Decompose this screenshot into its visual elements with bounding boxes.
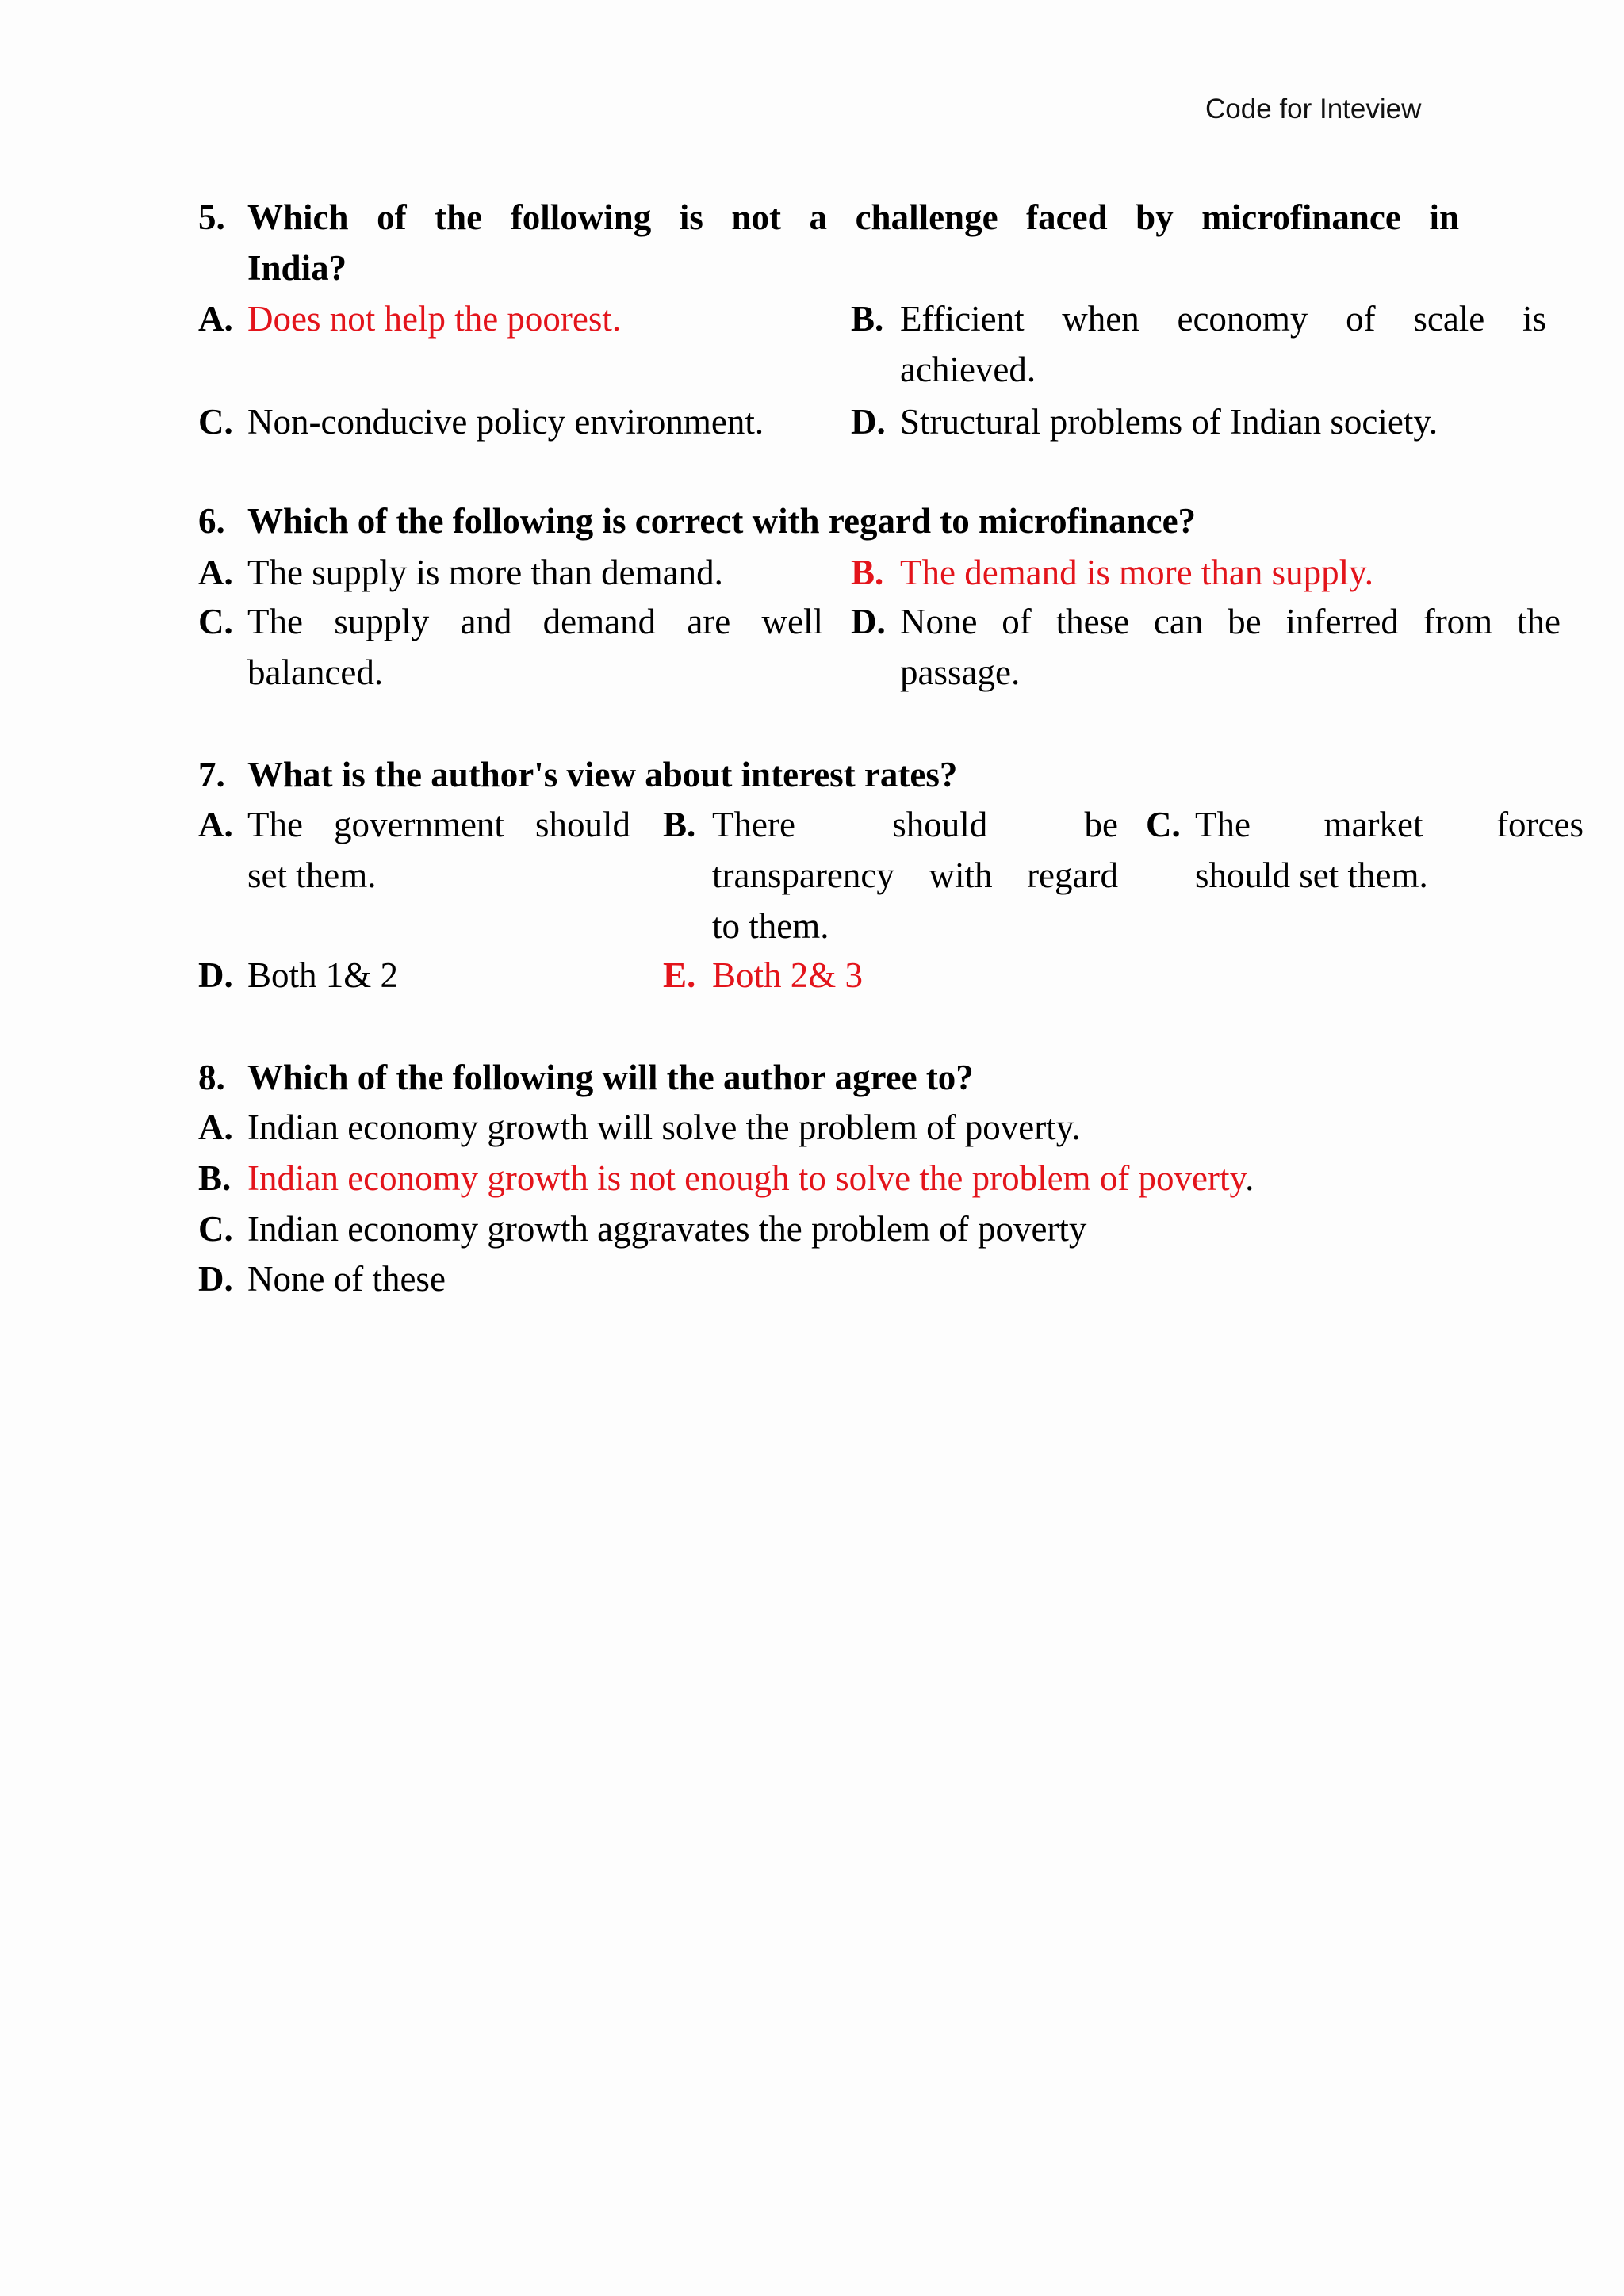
option-text: The supply and demand are well bbox=[247, 602, 823, 641]
option-text: There should be bbox=[712, 805, 1118, 844]
q6-option-c: C. The supply and demand are well balanced. bbox=[198, 596, 823, 698]
question-5 bbox=[198, 192, 1459, 293]
question-6 bbox=[198, 496, 1459, 546]
question-number: 6. bbox=[198, 501, 225, 541]
question-8 bbox=[198, 1052, 1459, 1103]
question-text: Which of the following is not a challenge faced by microfinance in bbox=[247, 197, 1459, 237]
question-text: Which of the following will the author agree to? bbox=[247, 1058, 974, 1097]
option-text-continued: should set them. bbox=[1195, 855, 1428, 895]
question-text: What is the author's view about interest rates? bbox=[247, 755, 958, 794]
q5-option-c: C. Non-conducive policy environment. bbox=[198, 396, 848, 447]
q8-option-d: D. None of these bbox=[198, 1253, 1546, 1304]
option-text-period: . bbox=[1245, 1158, 1254, 1198]
option-text: Structural problems of Indian society. bbox=[900, 402, 1438, 442]
q7-option-d: D. Both 1& 2 bbox=[198, 950, 630, 1001]
option-text: Indian economy growth will solve the problem of poverty. bbox=[247, 1108, 1081, 1147]
option-text: The demand is more than supply. bbox=[900, 553, 1373, 592]
option-text-continued: balanced. bbox=[247, 652, 384, 692]
q5-option-b: B. Efficient when economy of scale is achieved. bbox=[851, 293, 1546, 395]
option-text: Indian economy growth is not enough to solve the problem of poverty bbox=[247, 1158, 1246, 1198]
option-text: None of these can be inferred from the bbox=[900, 602, 1561, 641]
q7-option-b: B. There should be transparency with regard to them. bbox=[663, 799, 1118, 951]
q5-option-d: D. Structural problems of Indian society. bbox=[851, 396, 1546, 447]
q7-option-c: C. The market forces should set them. bbox=[1146, 799, 1584, 901]
q6-option-d: D. None of these can be inferred from the passage. bbox=[851, 596, 1561, 698]
q6-option-a: A. The supply is more than demand. bbox=[198, 547, 848, 598]
question-7 bbox=[198, 749, 1459, 800]
option-text: Both 1& 2 bbox=[247, 955, 399, 995]
q5-option-a: A. Does not help the poorest. bbox=[198, 293, 833, 344]
option-text-continued: achieved. bbox=[900, 350, 1036, 389]
q6-option-b: B. The demand is more than supply. bbox=[851, 547, 1546, 598]
option-text-continued: passage. bbox=[900, 652, 1021, 692]
question-number: 7. bbox=[198, 755, 225, 794]
option-text-continued: set them. bbox=[247, 855, 377, 895]
q7-option-a: A. The government should set them. bbox=[198, 799, 630, 901]
option-text: Non-conducive policy environment. bbox=[247, 402, 764, 442]
option-text: Does not help the poorest. bbox=[247, 299, 622, 339]
q8-option-c: C. Indian economy growth aggravates the problem of poverty bbox=[198, 1203, 1546, 1254]
question-text: Which of the following is correct with regard to microfinance? bbox=[247, 501, 1197, 541]
question-text-continued: India? bbox=[247, 248, 347, 288]
option-text-continued: transparency with regard bbox=[712, 855, 1118, 895]
q8-option-a: A. Indian economy growth will solve the problem of poverty. bbox=[198, 1102, 1546, 1153]
option-text: Both 2& 3 bbox=[712, 955, 864, 995]
q7-option-e: E. Both 2& 3 bbox=[663, 950, 1118, 1001]
page-header: Code for Inteview bbox=[1205, 94, 1422, 124]
question-number: 8. bbox=[198, 1058, 225, 1097]
option-text: Indian economy growth aggravates the problem of poverty bbox=[247, 1209, 1087, 1249]
option-text-continued: to them. bbox=[712, 906, 829, 946]
question-number: 5. bbox=[198, 197, 225, 237]
option-text: The market forces bbox=[1195, 805, 1584, 844]
option-text: Efficient when economy of scale is bbox=[900, 299, 1546, 339]
option-text: The government should bbox=[247, 805, 630, 844]
option-text: None of these bbox=[247, 1259, 446, 1299]
option-text: The supply is more than demand. bbox=[247, 553, 723, 592]
q8-option-b: B. Indian economy growth is not enough to solve the problem of poverty. bbox=[198, 1158, 1254, 1198]
